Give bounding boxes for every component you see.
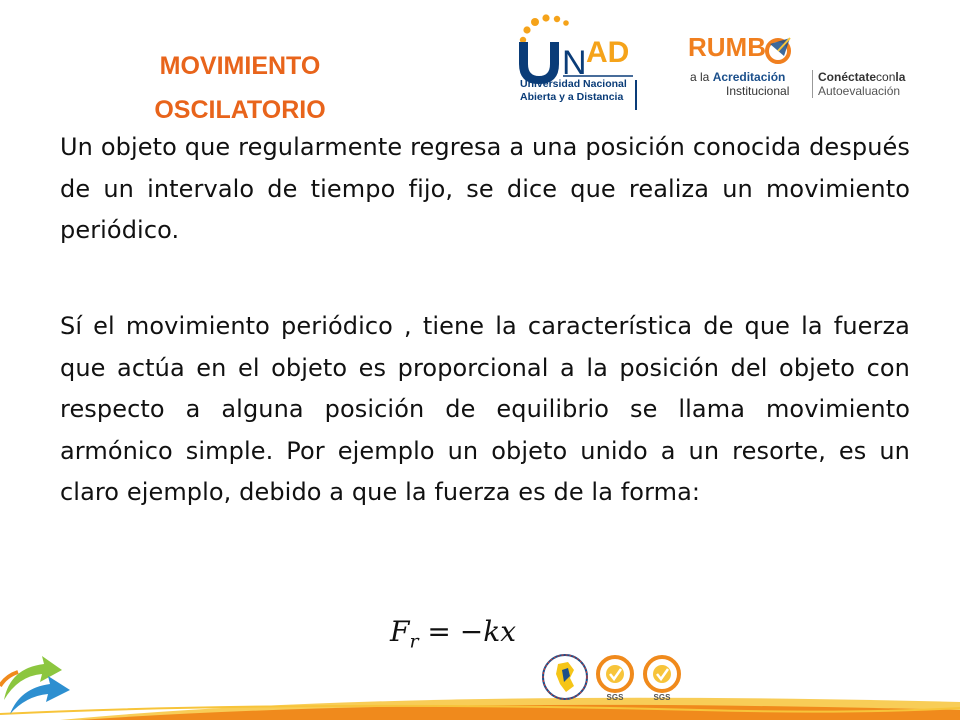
rumbo-tagline-bold: Acreditación	[712, 70, 786, 84]
equation-rhs: = −kx	[418, 615, 517, 648]
rumbo-right-line-2: Autoevaluación	[818, 84, 901, 98]
paragraph-1: Un objeto que regularmente regresa a una posición conocida después de un intervalo de tiempo fijo, se dice que realiza un movimiento periódico.	[60, 133, 910, 244]
unad-caption	[520, 78, 660, 104]
paragraph-2: Sí el movimiento periódico , tiene la característica de que la fuerza que actúa en el objeto es proporcional a la posición del objeto con respecto a alguna posición de equilibrio se llama movimiento armónico simple. Por ejemplo un objeto unido a un resorte, es un claro ejemplo, debido a que la fuerza es de la forma:	[60, 312, 910, 506]
unad-caption-line-1: Universidad Nacional	[520, 78, 627, 90]
rumbo-tagline-2: Institucional	[726, 84, 790, 98]
unad-ad-letters-icon: AD	[586, 36, 630, 69]
slide-title	[115, 44, 365, 132]
corner-arrow-icon	[0, 640, 80, 720]
unad-dot-arc-icon	[520, 14, 569, 43]
rumbo-compass-icon	[764, 36, 794, 66]
sgs-label-2: SGS	[653, 693, 671, 702]
colombia-map-icon	[543, 655, 587, 699]
title-line-1: MOVIMIENTO	[159, 52, 321, 80]
rumbo-right-rest: con	[876, 70, 896, 84]
rumbo-right-bold: Conéctate	[818, 70, 877, 84]
rumbo-right-line-1	[818, 70, 905, 84]
rumbo-right-bold-2: la	[895, 70, 906, 84]
sgs-seal-icon	[645, 657, 679, 702]
equation-subscript: r	[409, 630, 419, 653]
rumbo-word: RUMB	[688, 32, 766, 62]
sgs-label-1: SGS	[606, 693, 624, 702]
unad-caption-line-2: Abierta y a Distancia	[520, 91, 624, 103]
title-line-2: OSCILATORIO	[154, 96, 326, 124]
rumbo-tagline-prefix: a la	[690, 70, 713, 84]
rumbo-tagline-1	[690, 70, 785, 84]
equation-lhs: F	[390, 615, 410, 648]
rumbo-logo	[688, 32, 928, 112]
bottom-swoosh-decoration	[0, 680, 960, 720]
rumbo-separator	[812, 70, 813, 98]
unad-n-letter-icon: N	[562, 44, 587, 82]
sgs-seal-icon	[598, 657, 632, 702]
certification-seals	[540, 652, 690, 702]
